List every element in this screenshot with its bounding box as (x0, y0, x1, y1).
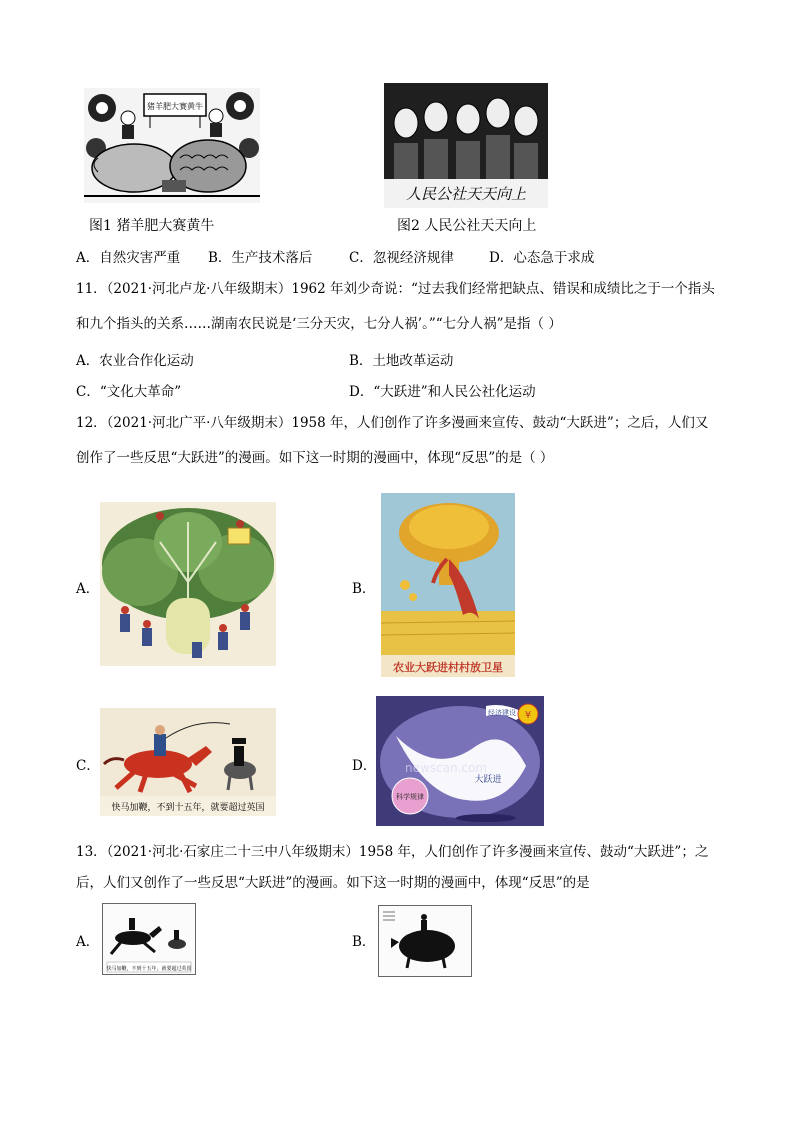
q12-image-b-poster[interactable] (381, 493, 515, 677)
q12-b-poster-text: 农业大跃进村村放卫星 (393, 661, 503, 674)
q13-label-a[interactable]: A． (76, 934, 100, 950)
q12-d-watermark: newscan.com (404, 761, 488, 775)
q10-option-a[interactable]: A．自然灾害严重 (76, 250, 181, 266)
q11-option-b[interactable]: B．土地改革运动 (349, 353, 454, 369)
q10-option-d[interactable]: D．心态急于求成 (489, 250, 595, 266)
fig2-handwriting: 人民公社天天向上 (405, 185, 527, 203)
figure-1-caption: 图1 猪羊肥大赛黄牛 (89, 218, 215, 234)
q13-image-b-pig[interactable] (378, 905, 472, 977)
figure-1-image (84, 88, 260, 203)
q12-image-a-cabbage[interactable] (100, 502, 276, 666)
q12-image-d-cartoon[interactable] (376, 696, 544, 826)
fig1-banner-text: 猪羊肥大赛黄牛 (147, 102, 203, 111)
q12-label-d[interactable]: D． (352, 758, 377, 774)
q12-label-c[interactable]: C． (76, 758, 100, 774)
q11-stem-line1: 11．（2021·河北卢龙·八年级期末）1962 年刘少奇说：“过去我们经常把缺点、错误和成绩比之于一个指头 (76, 281, 715, 297)
q13-label-b[interactable]: B． (352, 934, 376, 950)
q12-d-flag2: ¥ (524, 710, 532, 721)
q12-c-caption: 快马加鞭，不到十五年，就要超过英国 (111, 803, 265, 813)
q13-image-a-horse[interactable] (102, 903, 196, 975)
q10-option-c[interactable]: C．忽视经济规律 (349, 250, 454, 266)
figure-2-caption: 图2 人民公社天天向上 (397, 218, 537, 234)
q10-option-b[interactable]: B．生产技术落后 (208, 250, 313, 266)
q12-d-bubble: 科学规律 (396, 793, 424, 801)
q11-option-c[interactable]: C．“文化大革命” (76, 384, 182, 400)
q12-label-a[interactable]: A． (76, 581, 100, 597)
q11-option-d[interactable]: D．“大跃进”和人民公社化运动 (349, 384, 536, 400)
q11-option-a[interactable]: A．农业合作化运动 (76, 353, 194, 369)
q12-d-flag1: 经济建设 (488, 709, 516, 717)
q12-stem-line2: 创作了一些反思“大跃进”的漫画。如下这一时期的漫画中，体现“反思”的是（ ） (76, 450, 554, 466)
q13-stem-line1: 13．（2021·河北·石家庄二十三中八年级期末）1958 年，人们创作了许多漫画来宣传、鼓动“大跃进”；之 (76, 844, 709, 860)
q12-d-tag: 大跃进 (474, 775, 502, 785)
q12-stem-line1: 12．（2021·河北广平·八年级期末）1958 年，人们创作了许多漫画来宣传、鼓动“大跃进”；之后，人们又 (76, 415, 709, 431)
q12-label-b[interactable]: B． (352, 581, 376, 597)
q13-stem-line2: 后，人们又创作了一些反思“大跃进”的漫画。如下这一时期的漫画中，体现“反思”的是 (76, 875, 590, 891)
q13-a-caption: 快马加鞭，不到十五年，就要超过英国 (106, 966, 192, 972)
q11-stem-line2: 和九个指头的关系……湖南农民说是‘三分天灾，七分人祸’。”“七分人祸”是指（ ） (76, 316, 562, 332)
q12-image-c-horse[interactable] (100, 708, 276, 816)
figure-2-image (384, 83, 548, 208)
